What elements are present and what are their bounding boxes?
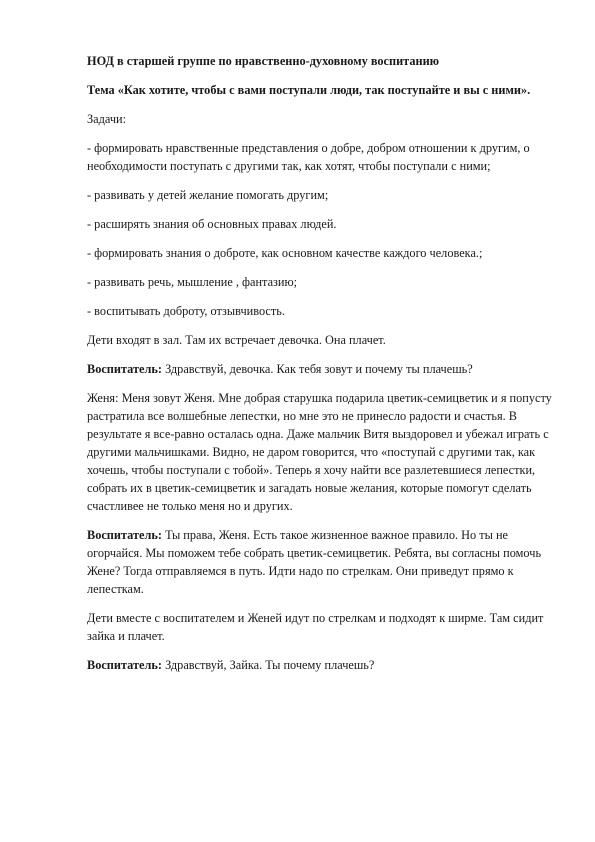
- topic-text: «Как хотите, чтобы с вами поступали люди, так поступайте и вы с ними».: [117, 83, 531, 97]
- narration-paragraph: Дети вместе с воспитателем и Женей идут по стрелкам и подходят к ширме. Там сидит зайка и плачет.: [87, 611, 544, 643]
- dialogue-paragraph: Женя: Меня зовут Женя. Мне добрая старушка подарила цветик-семицветик и я попусту растратила все волшебные лепестки, но мне это не принесло радости и счастья. В результате я все-равно осталась одна. Даже мальчик Витя выздоровел и убежал играть с другими мальчишками. Видно, не даром говорится, что «поступай с другими так, как хочешь, чтобы поступали с тобой». Теперь я хочу найти все разлетевшиеся лепестки, собрать их в цветик-семицветик и загадать новые желания, которые помогут сделать счастливее не только меня но и других.: [87, 391, 552, 513]
- task-item: - формировать нравственные представления о добре, добром отношении к другим, о необходимости поступать с другими так, как хотят, чтобы поступали с ними;: [87, 141, 530, 173]
- speaker-label: Воспитатель:: [87, 658, 162, 672]
- topic-line: [87, 81, 557, 99]
- dialogue-paragraph: [87, 656, 557, 674]
- speaker-label: Воспитатель:: [87, 528, 162, 542]
- topic-label: Тема: [87, 83, 115, 97]
- dialogue-text: Здравствуй, Зайка. Ты почему плачешь?: [162, 658, 375, 672]
- task-item: - развивать речь, мышление , фантазию;: [87, 275, 298, 289]
- dialogue-text: Здравствуй, девочка. Как тебя зовут и почему ты плачешь?: [162, 362, 473, 376]
- task-item: - формировать знания о доброте, как основном качестве каждого человека.;: [87, 246, 483, 260]
- narration-paragraph: Дети входят в зал. Там их встречает девочка. Она плачет.: [87, 333, 386, 347]
- tasks-heading: Задачи:: [87, 112, 127, 126]
- speaker-label: Воспитатель:: [87, 362, 162, 376]
- dialogue-paragraph: [87, 526, 557, 598]
- document-page: [87, 52, 557, 685]
- task-item: - расширять знания об основных правах людей.: [87, 217, 337, 231]
- task-item: - развивать у детей желание помогать другим;: [87, 188, 329, 202]
- task-item: - воспитывать доброту, отзывчивость.: [87, 304, 285, 318]
- document-title: НОД в старшей группе по нравственно-духовному воспитанию: [87, 54, 440, 68]
- dialogue-text: Ты права, Женя. Есть такое жизненное важное правило. Но ты не огорчайся. Мы поможем тебе собрать цветик-семицветик. Ребята, вы согласны помочь Жене? Тогда отправляемся в путь. Идти надо по стрелкам. Они приведут прямо к лепесткам.: [87, 528, 542, 596]
- dialogue-paragraph: [87, 360, 557, 378]
